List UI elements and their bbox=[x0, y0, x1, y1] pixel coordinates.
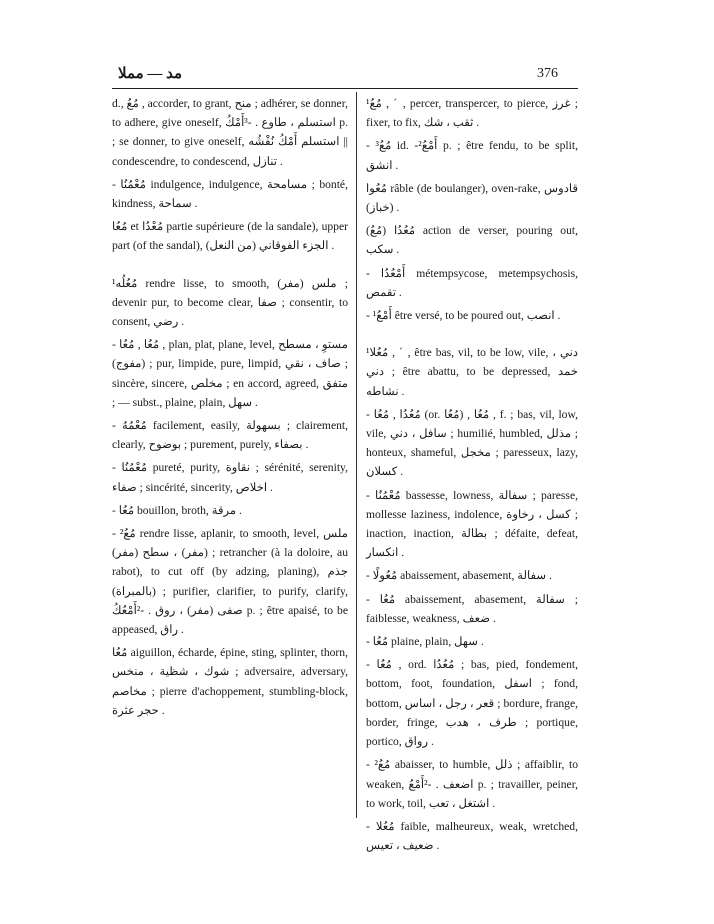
dictionary-entry: - مُعُا , مُعُا , plan, plat, plane, level, مستوِ ، مسطح (مفوج) ; pur, limpide, pure, limpid, صاف ، نقي ; sincère, sincere, مخلص ; en accord, agreed, متفق ; — subst., plaine, plain, سهل . bbox=[112, 338, 348, 409]
dictionary-entry: مُعُا aiguillon, écharde, épine, sting, splinter, thorn, شوك ، شظية ، منخس ; adversaire, adversary, مخاصم ; pierre d'achoppement, stumbling-block, حجر عثرة . bbox=[112, 646, 349, 717]
right-column bbox=[366, 94, 578, 859]
dictionary-entry: (مُعُ) مُعُدُا action de verser, pouring out, سكب . bbox=[366, 224, 578, 257]
page-number: 376 bbox=[537, 66, 558, 81]
dictionary-entry: - ³مُعُ id. -²أَمْعُ p. ; être fendu, to be split, انشق . bbox=[366, 139, 578, 172]
dictionary-entry: - مُعْمُهُ facilement, easily, بسهولة ; clairement, clearly, بوضوح ; purement, purely, بصفاء . bbox=[112, 419, 349, 452]
dictionary-entry: - مُعُلا faible, malheureux, weak, wretched, ضعيف ، تعيس . bbox=[366, 819, 578, 853]
dictionary-entry: مُعُوا râble (de boulanger), oven-rake, قادوس (خباز) . bbox=[366, 181, 578, 215]
dictionary-entry: - ²مُعُ abaisser, to humble, ذلل ; affaiblir, to weaken, اضعف . -²أَمْعُ p. ; travailler, peiner, to work, toil, اشتغل ، تعب . bbox=[366, 758, 578, 810]
dictionary-entry: - مُعْمُنُا bassesse, lowness, سفالة ; paresse, mollesse laziness, indolence, كسل ، رخاوة ; inaction, inaction, بطالة ; défaite, defeat, انكسار . bbox=[366, 488, 578, 560]
running-head: مد — مملا bbox=[118, 66, 183, 82]
dictionary-entry: - ²مُعُ rendre lisse, aplanir, to smooth, level, ملس (مفر) ، سطح (مفر) ; retrancher (à la doloire, au rabot), to cut off (by adzing, planing), جذم (بالمبراة) ; purifier, clarifier, to purify, clarify, صفى (مفر) ، روق . -²أَمْعُكُ p. ; être apaisé, to be appeased, راق . bbox=[112, 527, 348, 637]
dictionary-entry: - مُعُا bouillon, broth, مرقة . bbox=[112, 503, 242, 517]
dictionary-entry: - ¹أَمْعُ être versé, to be poured out, انصب . bbox=[366, 309, 561, 323]
dictionary-entry: - مُعُا plaine, plain, سهل . bbox=[366, 635, 484, 649]
dictionary-entry: - مُعُا , ord. مُعُدُا ; bas, pied, fondement, bottom, foot, foundation, اسفل ; fond, bottom, قعر ، رجل ، اساس ; bordure, frange, border, fringe, طرف ، هدب ; portique, portico, رواق . bbox=[366, 658, 578, 749]
dictionary-entry: ¹مُعُلا , ˊ , être bas, vil, to be low, vile, دني ، دني ; être abattu, to be depressed, خمد نشاطه . bbox=[366, 346, 578, 398]
dictionary-entry: مُعُا et مُعْدُا partie supérieure (de la sandale), upper part (of the sandal), الجزء الفوقاني (من النعل) . bbox=[112, 220, 348, 253]
dictionary-entry: - مُعْمُنُا indulgence, indulgence, مسامحة ; bonté, kindness, سماحة . bbox=[112, 177, 348, 211]
dictionary-entry: - مُعُولًا abaissement, abasement, سفالة . bbox=[366, 569, 552, 583]
left-column bbox=[112, 94, 348, 724]
dictionary-entry: - أَمْعُدُا métempsycose, metempsychosis, تقمص . bbox=[366, 266, 578, 299]
dictionary-entry: - مُعْمُنُا pureté, purity, نقاوة ; sérénité, serenity, صفاء ; sincérité, sincerity, اخلاص . bbox=[112, 461, 348, 494]
dictionary-entry: ¹مُعُ , ˊ , percer, transpercer, to pierce, غرز ; fixer, to fix, ثقب ، شك . bbox=[366, 97, 578, 130]
dictionary-entry: - مُعُدُا , مُعُا (or. مُعُا) , مُعُا , f. ; bas, vil, low, vile, سافل ، دني ; humilié, humbled, مذلل ; honteux, shameful, مخجل ; paresseux, lazy, كسلان . bbox=[366, 407, 579, 479]
header-rule bbox=[112, 88, 578, 89]
column-divider bbox=[356, 92, 357, 818]
dictionary-entry: ¹مُعُلُه rendre lisse, to smooth, ملس (مفر) ; devenir pur, to become clear, صفا ; consentir, to consent, رضي . bbox=[112, 276, 349, 329]
dictionary-entry: - مُعُا abaissement, abasement, سفالة ; faiblesse, weakness, ضعف . bbox=[366, 592, 578, 625]
dictionary-entry: d., مُعُ , accorder, to grant, منح ; adhérer, se donner, to adhere, give oneself, استسلم ، طاوع . -³أَمْكُ p. ; se donner, to give oneself, استسلم أَمْكُ نُفْشُه || condescendre, to condescend, تنازل . bbox=[112, 97, 349, 168]
